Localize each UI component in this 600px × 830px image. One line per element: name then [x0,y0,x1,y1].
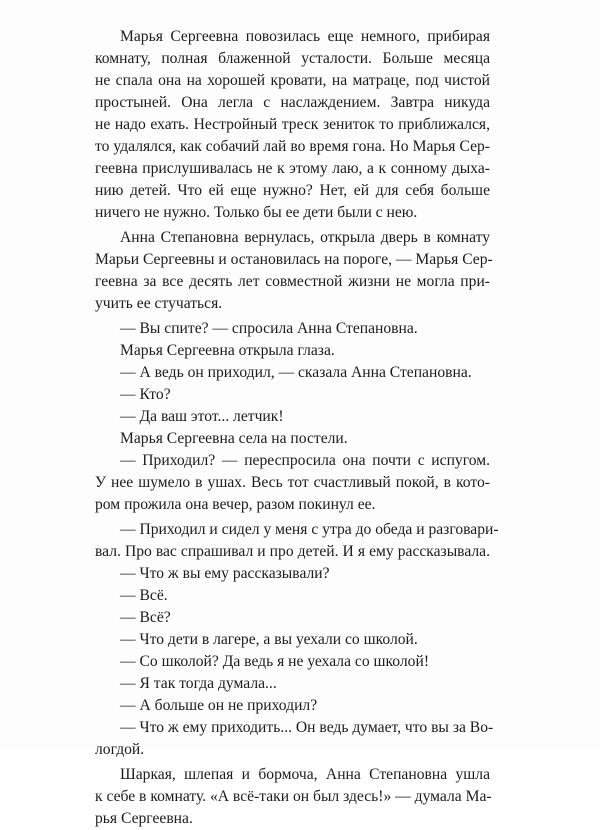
text-line: — Приходил? — переспросила она почти с испугом. [120,452,490,469]
text-line: — Кто? [120,386,171,403]
text-line: — А больше он не приходил? [120,697,318,714]
text-line: нию детей. Что ей еще нужно? Нет, ей для себя больше [95,182,490,199]
text-line: простыней. Она легла с наслаждением. Завтра никуда [95,94,490,111]
text-line: логдой. [95,741,145,758]
text-line: — Что ж ему приходить... Он ведь думает, что вы за Во- [120,719,494,736]
text-line: вал. Про вас спрашивал и про детей. И я ему рассказывала. [95,543,490,560]
text-line: — Приходил и сидел у меня с утра до обеда и разговари- [120,521,499,538]
text-line: геевна за все десять лет совместной жизни не могла при- [95,273,490,290]
text-line: Марья Сергеевна открыла глаза. [120,342,335,359]
text-line: рья Сергеевна. [95,810,193,827]
text-line: Марья Сергеевна повозилась еще немного, прибирая [120,28,490,45]
text-line: геевна прислушивалась не к этому лаю, а к сонному дыха- [95,160,490,177]
text-line: не надо ехать. Нестройный треск зениток то приближался, [95,116,490,133]
text-line: ничего не нужно. Только бы ее дети были с нею. [95,204,418,221]
text-line: — А ведь он приходил, — сказала Анна Степановна. [120,364,472,381]
text-line: — Да ваш этот... летчик! [120,408,284,425]
text-line: — Всё. [120,587,168,604]
text-line: учить ее стучаться. [95,295,223,312]
text-line: ром прожила она вечер, разом покинул ее. [95,496,376,513]
text-line: Марьи Сергеевны и остановилась на пороге, — Марья Сер- [95,251,493,268]
text-line: Шаркая, шлепая и бормоча, Анна Степановна ушла [120,766,490,783]
text-line: Марья Сергеевна села на постели. [120,430,348,447]
text-line: — Вы спите? — спросила Анна Степановна. [120,320,418,337]
text-line: — Что дети в лагере, а вы уехали со школой. [120,631,418,648]
text-line: Анна Степановна вернулась, открыла дверь в комнату [120,229,490,246]
text-line: комнату, полная блаженной усталости. Больше месяца [95,50,490,67]
text-line: не спала она на хорошей кровати, на матраце, под чистой [95,72,490,89]
text-line: — Что ж вы ему рассказывали? [120,565,330,582]
text-line: — Со школой? Да ведь я не уехала со школой! [120,653,430,670]
text-line: — Всё? [120,609,171,626]
page-text [95,26,499,830]
text-line: — Я так тогда думала... [120,675,277,692]
text-line: то удалялся, как собачий лай во время гона. Но Марья Сер- [95,138,490,155]
text-line: У нее шумело в ушах. Весь тот счастливый покой, в кото- [95,474,490,491]
text-line: к себе в комнату. «А всё-таки он был здесь!» — думала Ма- [95,788,492,805]
